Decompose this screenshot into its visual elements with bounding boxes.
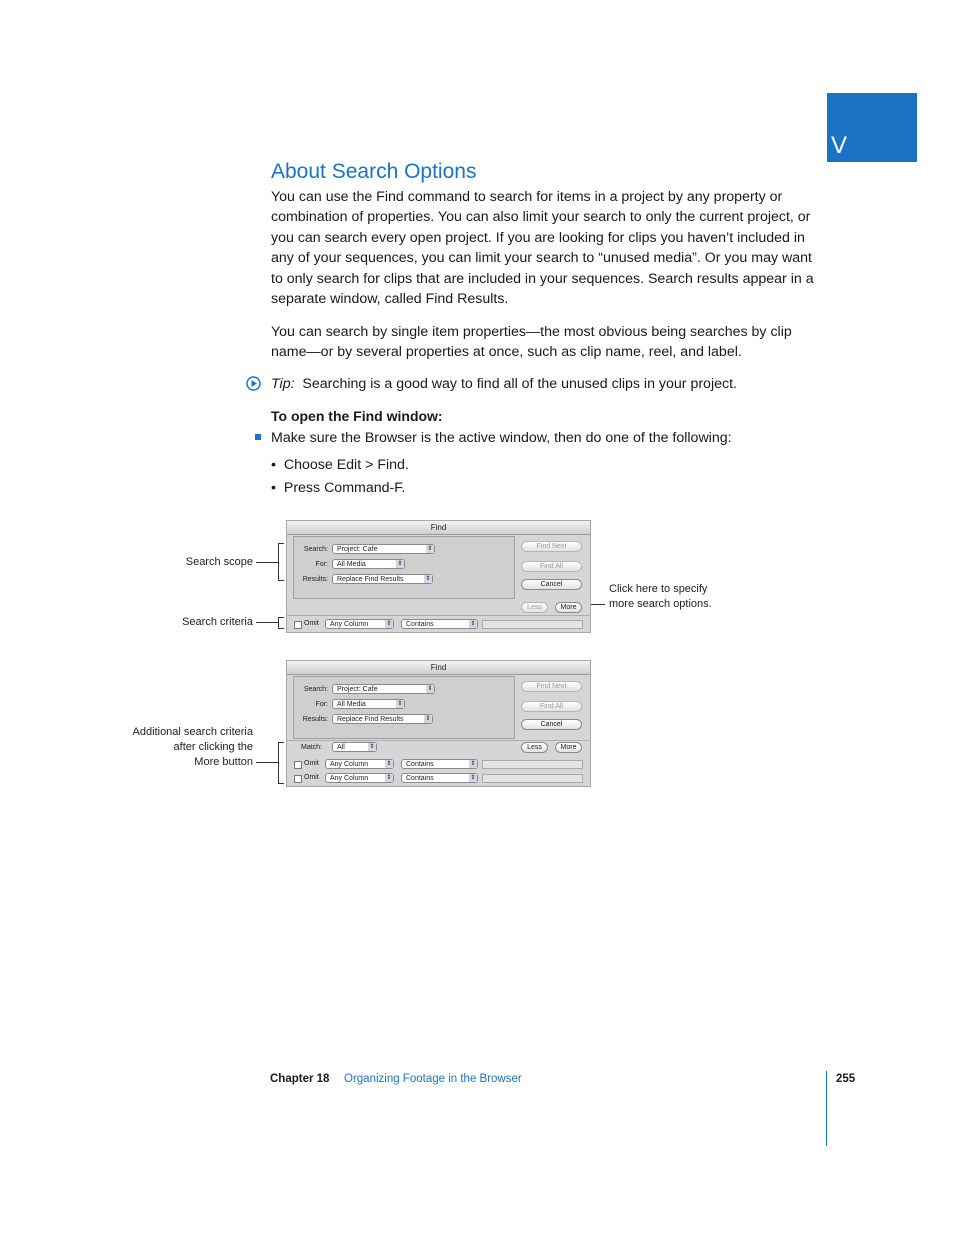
search-label: Search: [303,686,328,693]
popup-arrows-icon: ⇕ [386,775,392,781]
find-dialog-basic [286,520,591,633]
tip-arrow-icon [246,376,261,391]
popup-arrows-icon: ⇕ [427,546,433,552]
cancel-button[interactable]: Cancel [521,579,582,590]
column-popup-value: Any Column [330,621,369,628]
criteria-text-field[interactable] [482,774,583,783]
callout-more-line-2: more search options. [609,598,712,610]
popup-arrows-icon: ⇕ [397,561,403,567]
find-next-button[interactable]: Find Next [521,681,582,692]
popup-arrows-icon: ⇕ [397,701,403,707]
bracket-line [278,783,284,784]
part-tab-label: V [831,132,848,159]
bracket-line [278,580,284,581]
for-popup[interactable] [332,559,405,569]
bracket-line [278,628,284,629]
dialog-title: Find [287,661,590,675]
footer-rule [826,1071,827,1146]
results-label: Results: [302,576,328,583]
results-popup-value: Replace Find Results [337,576,404,583]
callout-line [256,762,278,763]
match-popup[interactable] [332,742,377,752]
popup-arrows-icon: ⇕ [470,775,476,781]
column-popup[interactable] [325,759,394,769]
for-popup-value: All Media [337,701,366,708]
operator-popup-value: Contains [406,621,434,628]
less-button[interactable]: Less [521,602,548,613]
more-button[interactable]: More [555,602,582,613]
search-popup-value: Project: Cafe [337,546,378,553]
section-heading: About Search Options [271,160,477,183]
column-popup-value: Any Column [330,775,369,782]
callout-additional-line-3: More button [194,756,253,768]
popup-arrows-icon: ⇕ [470,621,476,627]
operator-popup[interactable] [401,773,478,783]
search-popup[interactable] [332,684,435,694]
match-popup-value: All [337,744,345,751]
popup-arrows-icon: ⇕ [425,716,431,722]
popup-arrows-icon: ⇕ [386,621,392,627]
properties-paragraph: You can search by single item properties—the most obvious being searches by clip name—or by several properties at once, such as clip name, reel, and label. [271,324,792,361]
footer-chapter: Chapter 18 [270,1073,330,1085]
sub-step-1-text: Choose Edit > Find. [283,457,409,473]
divider [287,615,590,616]
for-label: For: [315,701,328,708]
popup-arrows-icon: ⇕ [470,761,476,767]
for-popup[interactable] [332,699,405,709]
cancel-button[interactable]: Cancel [521,719,582,730]
operator-popup[interactable] [401,759,478,769]
column-popup-value: Any Column [330,761,369,768]
find-next-button[interactable]: Find Next [521,541,582,552]
task-heading: To open the Find window: [271,408,443,424]
results-popup-value: Replace Find Results [337,716,404,723]
popup-arrows-icon: ⇕ [369,744,375,750]
find-all-button[interactable]: Find All [521,701,582,712]
bracket-line [278,543,284,544]
sub-step-2: • Press Command-F. [271,480,406,496]
divider [287,740,590,741]
intro-paragraph: You can use the Find command to search for items in a project by any property or combination of properties. You can also limit your search to only the current project, or you can search every open project. If you are looking for clips you haven’t included in any of your sequences, you can limit your search to “unused media”. Or you may want to only search for clips that are included in your sequences. Search results appear in a separate window, called Find Results. [271,189,814,308]
callout-search-criteria: Search criteria [182,616,253,628]
tip-label: Tip: [271,376,295,392]
tip [271,374,737,394]
operator-popup-value: Contains [406,775,434,782]
callout-more-line-1: Click here to specify [609,583,708,595]
bracket-line [278,617,284,618]
column-popup[interactable] [325,773,394,783]
callout-line [256,562,278,563]
callout-additional [100,725,253,770]
results-label: Results: [302,716,328,723]
bracket-line [278,742,284,743]
omit-checkbox[interactable] [294,775,302,783]
scope-group [293,676,515,739]
for-popup-value: All Media [337,561,366,568]
callout-line [256,622,278,623]
omit-checkbox[interactable] [294,761,302,769]
callout-additional-line-2: after clicking the [173,741,253,753]
page-number: 255 [836,1073,856,1085]
sub-step-2-text: Press Command-F. [283,480,406,496]
search-label: Search: [303,546,328,553]
criteria-text-field[interactable] [482,760,583,769]
callout-additional-line-1: Additional search criteria [132,726,253,738]
popup-arrows-icon: ⇕ [386,761,392,767]
search-popup-value: Project: Cafe [337,686,378,693]
find-dialog-expanded [286,660,591,787]
dialog-title: Find [287,521,590,535]
more-button[interactable]: More [555,742,582,753]
popup-arrows-icon: ⇕ [425,576,431,582]
results-popup[interactable] [332,714,433,724]
operator-popup-value: Contains [406,761,434,768]
criteria-text-field[interactable] [482,620,583,629]
footer-chapter-title[interactable]: Organizing Footage in the Browser [344,1073,522,1085]
tip-text: Searching is a good way to find all of the unused clips in your project. [302,376,737,392]
find-all-button[interactable]: Find All [521,561,582,572]
part-tab [827,93,917,162]
callout-search-scope: Search scope [185,556,253,568]
omit-checkbox[interactable] [294,621,302,629]
callout-more-options [609,582,712,612]
results-popup[interactable] [332,574,433,584]
bracket-line [278,742,279,784]
sub-step-1: • Choose Edit > Find. [271,457,409,473]
step-text: Make sure the Browser is the active window, then do one of the following: [271,430,732,446]
omit-label: Omit [304,620,319,627]
scope-group [293,536,515,599]
step-bullet-icon [255,434,261,440]
search-popup[interactable] [332,544,435,554]
popup-arrows-icon: ⇕ [427,686,433,692]
bracket-line [278,543,279,581]
operator-popup[interactable] [401,619,478,629]
for-label: For: [315,561,328,568]
less-button[interactable]: Less [521,742,548,753]
omit-label: Omit [304,774,319,781]
column-popup[interactable] [325,619,394,629]
omit-label: Omit [304,760,319,767]
match-label: Match: [301,744,323,751]
